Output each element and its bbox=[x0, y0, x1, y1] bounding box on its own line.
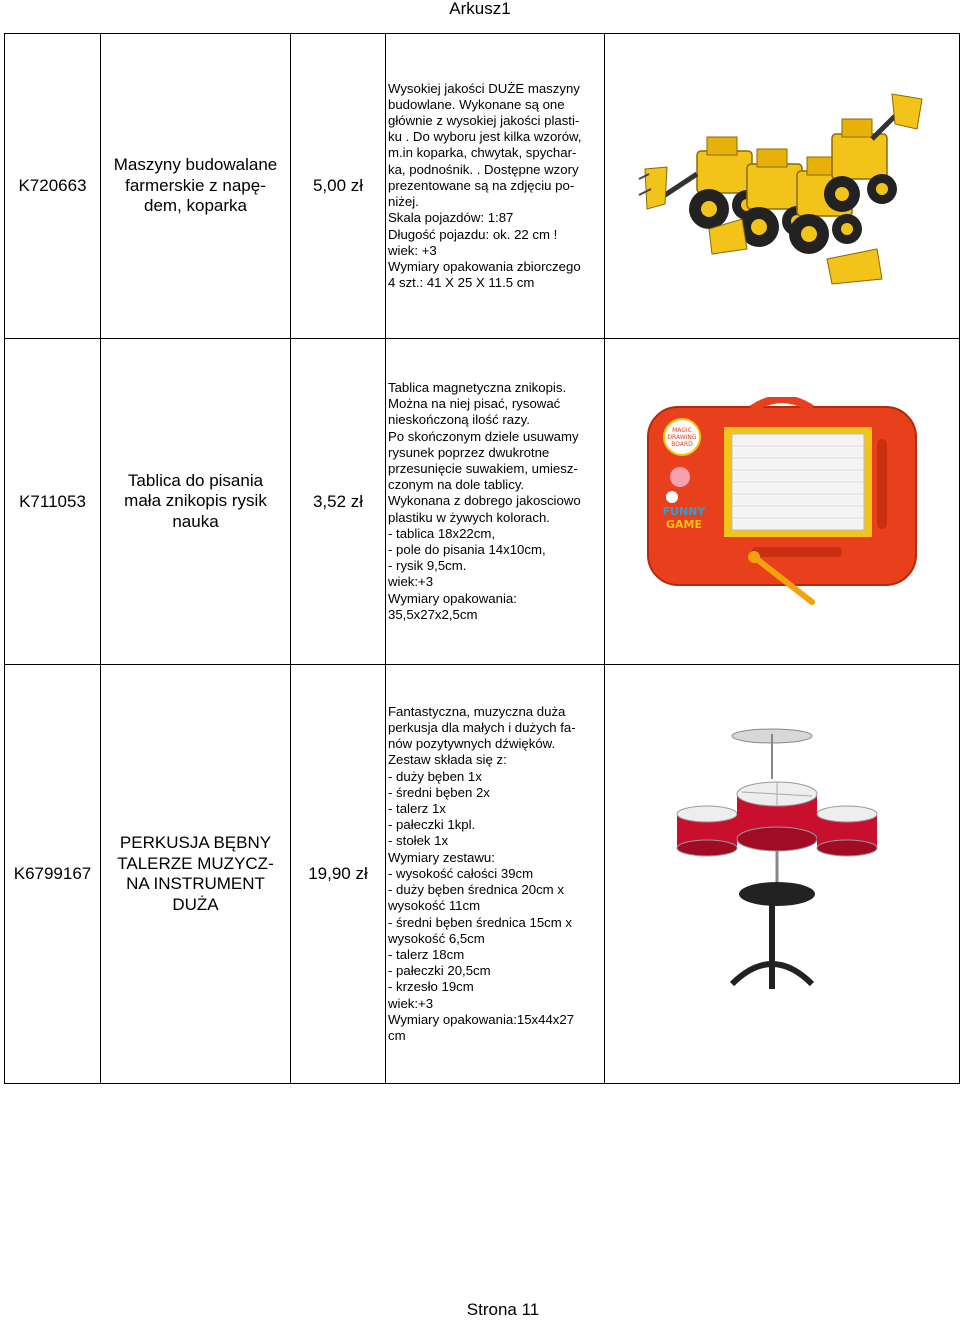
page-footer: Strona 11 bbox=[466, 1300, 540, 1319]
description-line: Wymiary opakowania zbiorczego bbox=[388, 258, 581, 274]
description-line: - średni bęben 2x bbox=[388, 784, 490, 800]
description-line: Zestaw składa się z: bbox=[388, 752, 507, 768]
description-line: czonym na dole tablicy. bbox=[388, 477, 525, 493]
description-line: Długość pojazdu: ok. 22 cm ! bbox=[388, 226, 558, 242]
description-line: m.in koparka, chwytak, spychar- bbox=[388, 145, 577, 161]
description-line: cm bbox=[388, 1027, 406, 1043]
product-name-line: mała znikopis rysik bbox=[124, 491, 267, 511]
product-image-cell bbox=[605, 339, 960, 665]
product-code: K6799167 bbox=[5, 665, 101, 1084]
product-name bbox=[101, 665, 291, 1084]
toy-tractors-icon bbox=[637, 79, 927, 294]
description-line: Można na niej pisać, rysować bbox=[388, 396, 561, 412]
product-name-line: Maszyny budowalane bbox=[113, 155, 278, 175]
product-name-line: NA INSTRUMENT bbox=[126, 874, 265, 893]
toy-drum-set-icon bbox=[672, 714, 892, 1014]
table-row bbox=[5, 34, 960, 339]
product-price: 19,90 zł bbox=[291, 665, 386, 1084]
product-price: 3,52 zł bbox=[291, 339, 386, 665]
description-line: Tablica magnetyczna znikopis. bbox=[388, 379, 567, 395]
description-line: - talerz 1x bbox=[388, 801, 446, 817]
description-line: niżej. bbox=[388, 194, 419, 210]
magnetic-drawing-board-icon bbox=[642, 397, 922, 607]
description-line: wysokość 6,5cm bbox=[388, 930, 485, 946]
description-line: perkusja dla małych i dużych fa- bbox=[388, 720, 576, 736]
description-line: - rysik 9,5cm. bbox=[388, 558, 467, 574]
description-line: rysunek poprzez dwukrotne bbox=[388, 444, 550, 460]
product-name-line: PERKUSJA BĘBNY bbox=[119, 833, 272, 852]
description-line: - stołek 1x bbox=[388, 833, 449, 849]
description-line: wysokość 11cm bbox=[388, 898, 481, 914]
description-line: - duży bęben średnica 20cm x bbox=[388, 882, 564, 898]
description-line: 4 szt.: 41 X 25 X 11.5 cm bbox=[388, 275, 535, 291]
description-line: nów pozytywnych dźwięków. bbox=[388, 736, 556, 752]
board-label-line: BOARD bbox=[671, 440, 693, 448]
product-name-line: Tablica do pisania bbox=[127, 470, 264, 490]
product-image-cell bbox=[605, 665, 960, 1084]
product-description bbox=[386, 665, 605, 1084]
table-row bbox=[5, 665, 960, 1084]
description-line: wiek:+3 bbox=[388, 995, 434, 1011]
table-row bbox=[5, 339, 960, 665]
description-line: wiek:+3 bbox=[388, 574, 434, 590]
description-line: nieskończoną ilość razy. bbox=[388, 412, 530, 428]
description-line: Po skończonym dziele usuwamy bbox=[388, 428, 579, 444]
product-image-cell bbox=[605, 34, 960, 339]
product-name-line: farmerskie z napę- bbox=[125, 175, 266, 195]
product-code: K720663 bbox=[5, 34, 101, 339]
description-line: przesunięcie suwakiem, umiesz- bbox=[388, 460, 578, 476]
product-name bbox=[101, 339, 291, 665]
description-line: - tablica 18x22cm, bbox=[388, 525, 496, 541]
description-line: - pole do pisania 14x10cm, bbox=[388, 542, 546, 557]
description-line: - wysokość całości 39cm bbox=[388, 865, 534, 881]
sheet-title: Arkusz1 bbox=[449, 0, 511, 18]
product-name bbox=[101, 34, 291, 339]
product-table bbox=[4, 33, 960, 1084]
product-name-line: TALERZE MUZYCZ- bbox=[117, 853, 274, 873]
product-name-line: DUŻA bbox=[172, 894, 219, 914]
board-brand-line: FUNNY bbox=[662, 504, 706, 518]
product-name-line: nauka bbox=[172, 511, 219, 531]
description-line: - pałeczki 20,5cm bbox=[388, 963, 491, 979]
description-line: Wymiary opakowania: bbox=[388, 590, 517, 606]
description-line: Wykonana z dobrego jakosciowo bbox=[388, 493, 581, 509]
product-description bbox=[386, 34, 605, 339]
description-line: budowlane. Wykonane są one bbox=[388, 96, 565, 112]
product-code: K711053 bbox=[5, 339, 101, 665]
description-line: - talerz 18cm bbox=[388, 946, 465, 962]
description-line: wiek: +3 bbox=[388, 242, 437, 258]
product-name-line: dem, koparka bbox=[144, 196, 247, 216]
description-line: Wysokiej jakości DUŻE maszyny bbox=[388, 80, 580, 96]
description-line: Wymiary opakowania:15x44x27 bbox=[388, 1011, 575, 1027]
description-line: Fantastyczna, muzyczna duża bbox=[388, 703, 566, 719]
board-label-line: DRAWING bbox=[667, 433, 697, 441]
description-line: - duży bęben 1x bbox=[388, 768, 482, 784]
board-brand-line: GAME bbox=[665, 517, 703, 531]
description-line: Wymiary zestawu: bbox=[388, 849, 495, 865]
product-description bbox=[386, 339, 605, 665]
description-line: ka, podnośnik. . Dostępne wzory bbox=[388, 161, 579, 177]
description-line: Skala pojazdów: 1:87 bbox=[388, 210, 514, 226]
board-label-line: MAGIC bbox=[672, 426, 692, 434]
description-line: - krzesło 19cm bbox=[388, 979, 474, 995]
description-line: - pałeczki 1kpl. bbox=[388, 817, 476, 833]
description-line: 35,5x27x2,5cm bbox=[388, 606, 478, 622]
description-line: prezentowane są na zdjęciu po- bbox=[388, 177, 575, 193]
product-price: 5,00 zł bbox=[291, 34, 386, 339]
description-line: głównie z wysokiej jakości plasti- bbox=[388, 113, 580, 129]
description-line: - średni bęben średnica 15cm x bbox=[388, 914, 572, 930]
description-line: ku . Do wyboru jest kilka wzorów, bbox=[388, 129, 582, 145]
description-line: plastiku w żywych kolorach. bbox=[388, 509, 550, 525]
